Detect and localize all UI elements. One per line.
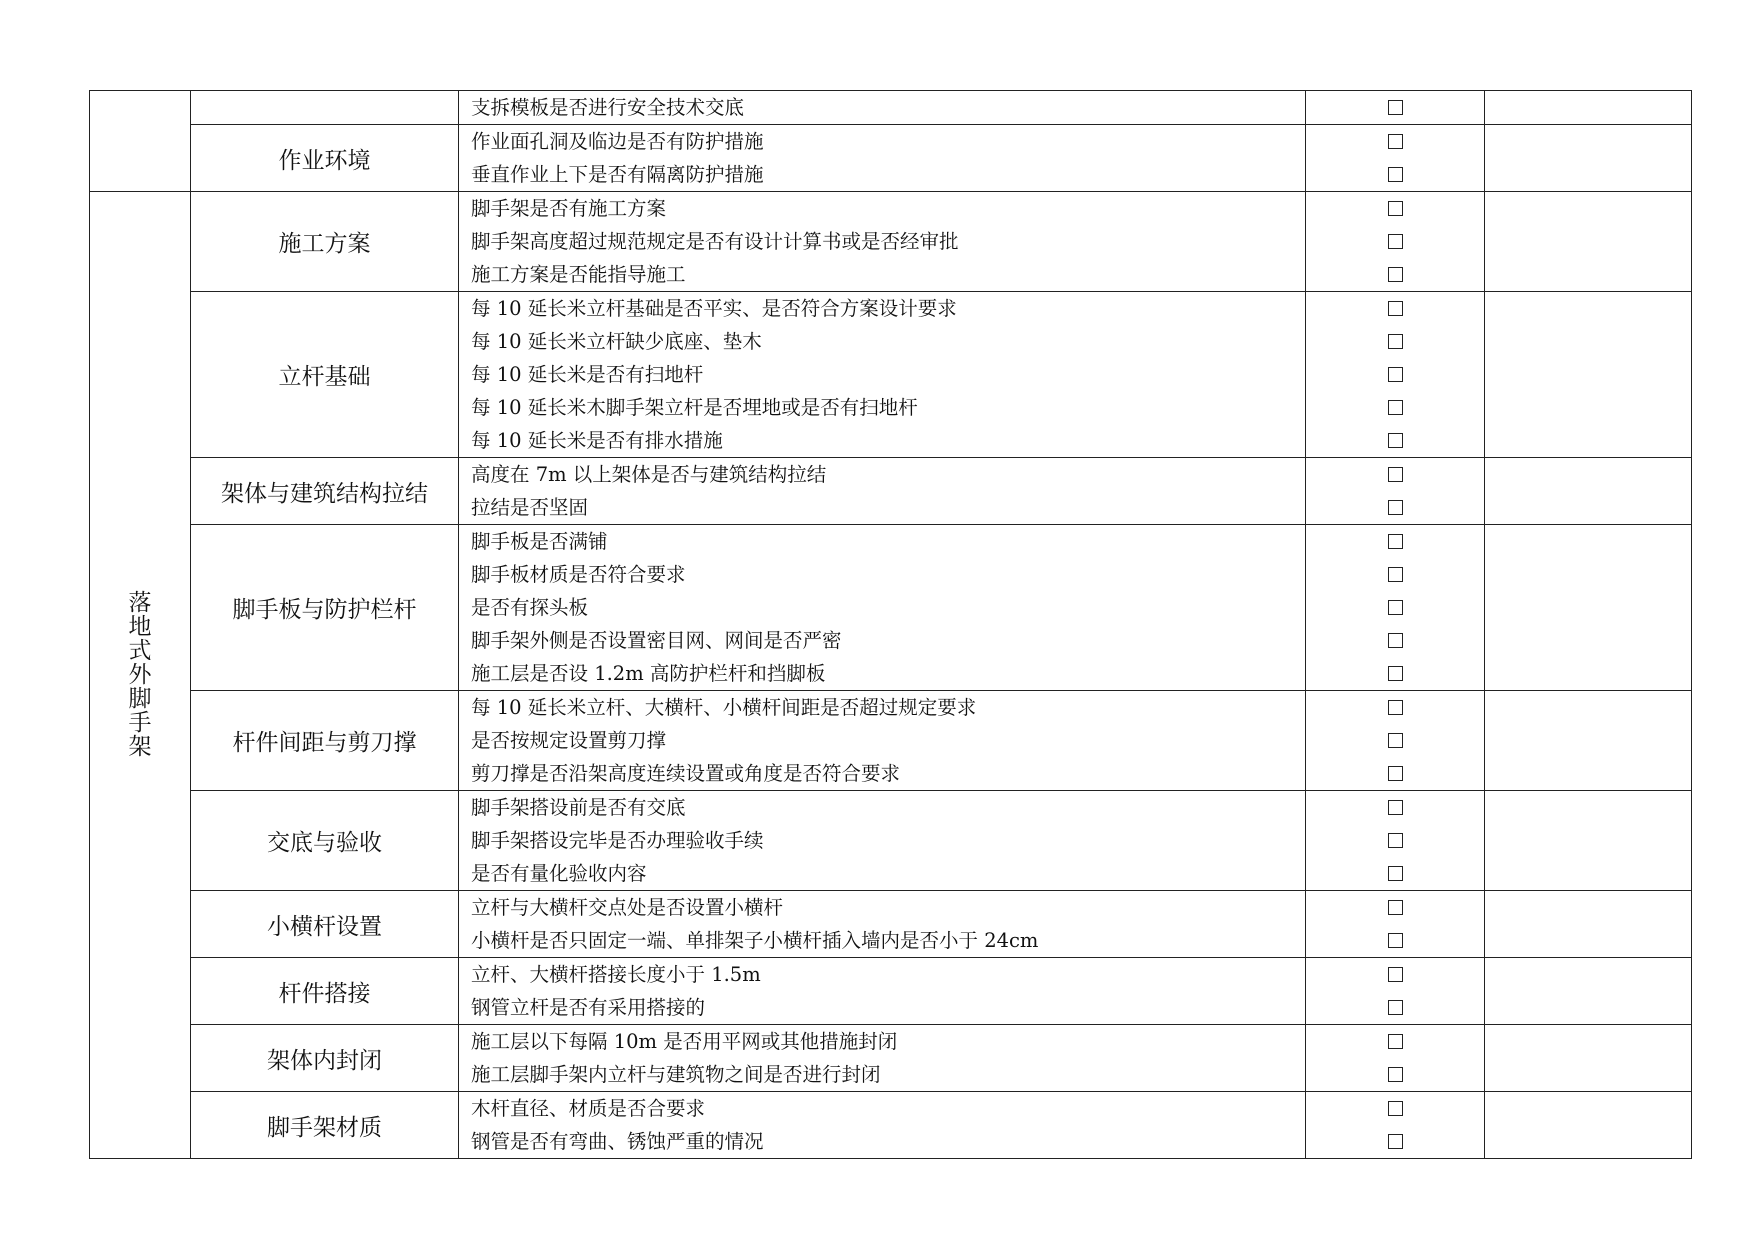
check-item: 支拆模板是否进行安全技术交底 [471, 96, 745, 119]
check-item: 脚手板材质是否符合要求 [471, 563, 686, 586]
checkbox[interactable] [1388, 733, 1403, 748]
checkbox[interactable] [1388, 234, 1403, 249]
check-items-cell [459, 458, 1306, 525]
category-cell [90, 91, 191, 192]
checkbox[interactable] [1388, 201, 1403, 216]
check-items-cell [459, 958, 1306, 1025]
checkbox[interactable] [1388, 1000, 1403, 1015]
checkbox-wrapper [1306, 292, 1484, 325]
remarks-cell[interactable] [1485, 1092, 1692, 1159]
check-items-cell [459, 292, 1306, 458]
checkbox[interactable] [1388, 267, 1403, 282]
check-items-cell [459, 192, 1306, 292]
remarks-cell[interactable] [1485, 958, 1692, 1025]
checkbox-wrapper [1306, 691, 1484, 724]
check-item: 每 10 延长米立杆基础是否平实、是否符合方案设计要求 [471, 297, 957, 320]
remarks-cell[interactable] [1485, 192, 1692, 292]
checkbox-wrapper [1306, 791, 1484, 824]
remarks-cell[interactable] [1485, 91, 1692, 125]
check-item: 每 10 延长米立杆、大横杆、小横杆间距是否超过规定要求 [471, 696, 977, 719]
checkbox-cell [1306, 125, 1485, 192]
checkbox[interactable] [1388, 567, 1403, 582]
remarks-cell[interactable] [1485, 791, 1692, 891]
checkbox-wrapper [1306, 391, 1484, 424]
section-title: 作业环境 [191, 125, 459, 192]
check-items-cell [459, 691, 1306, 791]
checkbox-wrapper [1306, 591, 1484, 624]
checkbox[interactable] [1388, 600, 1403, 615]
checkbox[interactable] [1388, 1034, 1403, 1049]
check-items-cell [459, 525, 1306, 691]
checkbox-cell [1306, 791, 1485, 891]
checkbox-cell [1306, 1092, 1485, 1159]
checkbox-cell [1306, 691, 1485, 791]
check-item: 施工层是否设 1.2m 高防护栏杆和挡脚板 [471, 662, 826, 685]
checkbox-cell [1306, 91, 1485, 125]
check-item: 小横杆是否只固定一端、单排架子小横杆插入墙内是否小于 24cm [471, 929, 1039, 952]
section-title: 架体内封闭 [191, 1025, 459, 1092]
checkbox-wrapper [1306, 991, 1484, 1024]
check-item: 脚手架搭设完毕是否办理验收手续 [471, 829, 764, 852]
check-item: 施工层以下每隔 10m 是否用平网或其他措施封闭 [471, 1030, 898, 1053]
check-items-cell [459, 91, 1306, 125]
check-item: 拉结是否坚固 [471, 496, 589, 519]
section-title: 施工方案 [191, 192, 459, 292]
check-items-cell [459, 125, 1306, 192]
checkbox-cell [1306, 192, 1485, 292]
category-cell [90, 192, 191, 1159]
remarks-cell[interactable] [1485, 458, 1692, 525]
checkbox-wrapper [1306, 558, 1484, 591]
table-row [90, 891, 1692, 958]
check-items-cell [459, 1025, 1306, 1092]
section-title: 杆件搭接 [191, 958, 459, 1025]
check-item: 脚手架外侧是否设置密目网、网间是否严密 [471, 629, 842, 652]
section-title: 交底与验收 [191, 791, 459, 891]
check-item: 是否有量化验收内容 [471, 862, 647, 885]
check-item: 钢管是否有弯曲、锈蚀严重的情况 [471, 1130, 764, 1153]
check-item: 垂直作业上下是否有隔离防护措施 [471, 163, 764, 186]
check-items-cell [459, 891, 1306, 958]
check-item: 每 10 延长米是否有排水措施 [471, 429, 723, 452]
check-item: 高度在 7m 以上架体是否与建筑结构拉结 [471, 463, 827, 486]
check-item: 施工方案是否能指导施工 [471, 263, 686, 286]
section-title: 脚手架材质 [191, 1092, 459, 1159]
check-item: 是否按规定设置剪刀撑 [471, 729, 667, 752]
checkbox-wrapper [1306, 1058, 1484, 1091]
checkbox[interactable] [1388, 900, 1403, 915]
check-item: 木杆直径、材质是否合要求 [471, 1097, 706, 1120]
checkbox-wrapper [1306, 325, 1484, 358]
checkbox[interactable] [1388, 500, 1403, 515]
check-item: 脚手架搭设前是否有交底 [471, 796, 686, 819]
checkbox-wrapper [1306, 91, 1484, 124]
remarks-cell[interactable] [1485, 1025, 1692, 1092]
checkbox-wrapper [1306, 458, 1484, 491]
check-item: 剪刀撑是否沿架高度连续设置或角度是否符合要求 [471, 762, 901, 785]
checkbox-wrapper [1306, 125, 1484, 158]
checkbox[interactable] [1388, 534, 1403, 549]
check-item: 每 10 延长米立杆缺少底座、垫木 [471, 330, 762, 353]
checkbox-cell [1306, 525, 1485, 691]
checkbox[interactable] [1388, 700, 1403, 715]
checkbox[interactable] [1388, 1134, 1403, 1149]
checkbox-wrapper [1306, 757, 1484, 790]
check-item: 施工层脚手架内立杆与建筑物之间是否进行封闭 [471, 1063, 881, 1086]
checklist-body [90, 91, 1692, 1159]
checkbox[interactable] [1388, 167, 1403, 182]
remarks-cell[interactable] [1485, 525, 1692, 691]
table-row [90, 791, 1692, 891]
checkbox-wrapper [1306, 1092, 1484, 1125]
table-row [90, 1092, 1692, 1159]
checkbox[interactable] [1388, 334, 1403, 349]
section-title: 小横杆设置 [191, 891, 459, 958]
section-title: 脚手板与防护栏杆 [191, 525, 459, 691]
checkbox[interactable] [1388, 134, 1403, 149]
section-title: 杆件间距与剪刀撑 [191, 691, 459, 791]
checkbox-wrapper [1306, 1125, 1484, 1158]
check-item: 每 10 延长米木脚手架立杆是否埋地或是否有扫地杆 [471, 396, 918, 419]
remarks-cell[interactable] [1485, 691, 1692, 791]
checkbox-wrapper [1306, 857, 1484, 890]
table-row [90, 1025, 1692, 1092]
checkbox[interactable] [1388, 800, 1403, 815]
check-item: 脚手架高度超过规范规定是否有设计计算书或是否经审批 [471, 230, 959, 253]
check-item: 立杆与大横杆交点处是否设置小横杆 [471, 896, 784, 919]
table-row [90, 125, 1692, 192]
check-item: 每 10 延长米是否有扫地杆 [471, 363, 704, 386]
remarks-cell[interactable] [1485, 292, 1692, 458]
remarks-cell[interactable] [1485, 891, 1692, 958]
checkbox[interactable] [1388, 1101, 1403, 1116]
checkbox-cell [1306, 958, 1485, 1025]
checkbox-cell [1306, 891, 1485, 958]
checkbox-wrapper [1306, 491, 1484, 524]
checkbox-wrapper [1306, 525, 1484, 558]
table-row [90, 192, 1692, 292]
table-row [90, 292, 1692, 458]
checkbox[interactable] [1388, 301, 1403, 316]
checkbox[interactable] [1388, 1067, 1403, 1082]
table-row [90, 958, 1692, 1025]
checkbox-cell [1306, 292, 1485, 458]
inspection-checklist-table [89, 90, 1692, 1159]
checkbox[interactable] [1388, 967, 1403, 982]
checkbox[interactable] [1388, 400, 1403, 415]
section-title: 立杆基础 [191, 292, 459, 458]
check-item: 脚手架是否有施工方案 [471, 197, 667, 220]
remarks-cell[interactable] [1485, 125, 1692, 192]
checkbox[interactable] [1388, 666, 1403, 681]
checkbox[interactable] [1388, 100, 1403, 115]
checkbox[interactable] [1388, 467, 1403, 482]
check-items-cell [459, 1092, 1306, 1159]
table-row [90, 691, 1692, 791]
checkbox[interactable] [1388, 367, 1403, 382]
checkbox-wrapper [1306, 192, 1484, 225]
table-row [90, 91, 1692, 125]
checkbox-wrapper [1306, 724, 1484, 757]
checkbox[interactable] [1388, 433, 1403, 448]
check-item: 作业面孔洞及临边是否有防护措施 [471, 130, 764, 153]
checkbox-wrapper [1306, 358, 1484, 391]
checkbox-cell [1306, 1025, 1485, 1092]
check-item: 脚手板是否满铺 [471, 530, 608, 553]
check-item: 立杆、大横杆搭接长度小于 1.5m [471, 963, 761, 986]
check-item: 是否有探头板 [471, 596, 589, 619]
checkbox-wrapper [1306, 624, 1484, 657]
section-title [191, 91, 459, 125]
checkbox-wrapper [1306, 924, 1484, 957]
checkbox[interactable] [1388, 633, 1403, 648]
category-label: 落地式外脚手架 [128, 589, 152, 760]
table-row [90, 458, 1692, 525]
checkbox-wrapper [1306, 158, 1484, 191]
checkbox-wrapper [1306, 424, 1484, 457]
checkbox[interactable] [1388, 933, 1403, 948]
checkbox-wrapper [1306, 824, 1484, 857]
checkbox-wrapper [1306, 1025, 1484, 1058]
checkbox[interactable] [1388, 866, 1403, 881]
checkbox[interactable] [1388, 766, 1403, 781]
checkbox[interactable] [1388, 833, 1403, 848]
checkbox-wrapper [1306, 258, 1484, 291]
checkbox-wrapper [1306, 891, 1484, 924]
check-items-cell [459, 791, 1306, 891]
checkbox-wrapper [1306, 657, 1484, 690]
check-item: 钢管立杆是否有采用搭接的 [471, 996, 706, 1019]
table-row [90, 525, 1692, 691]
checkbox-wrapper [1306, 958, 1484, 991]
section-title: 架体与建筑结构拉结 [191, 458, 459, 525]
checkbox-cell [1306, 458, 1485, 525]
checkbox-wrapper [1306, 225, 1484, 258]
